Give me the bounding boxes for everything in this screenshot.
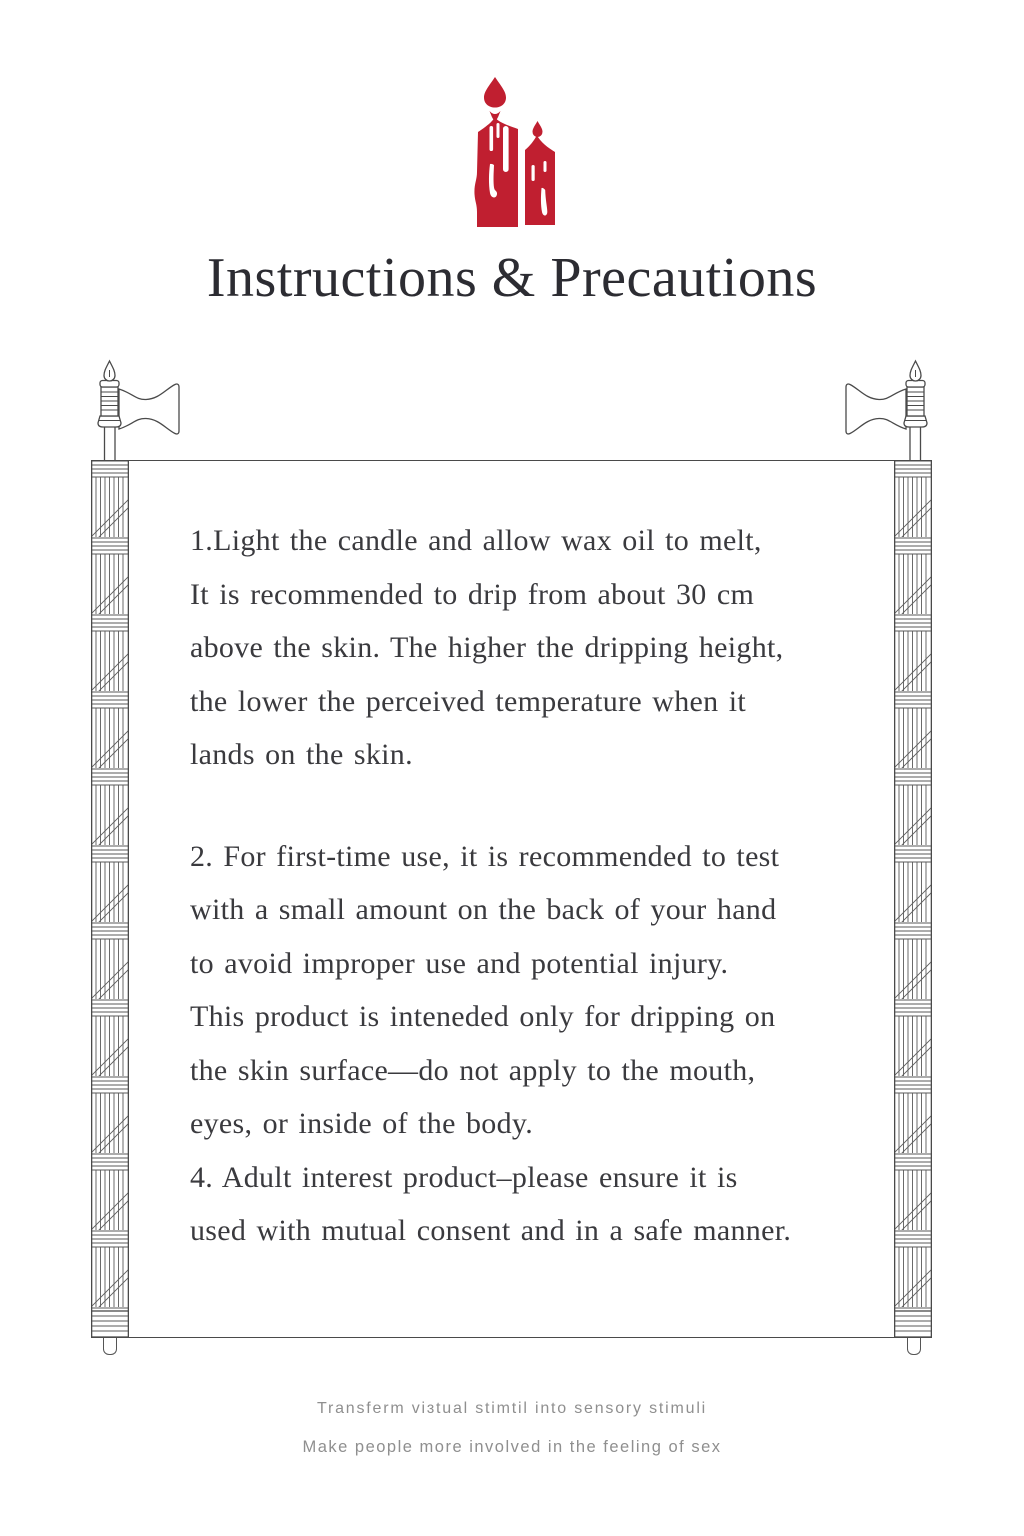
- column-foot-peg: [103, 1338, 117, 1355]
- instruction-line: above the skin. The higher the dripping height,: [190, 631, 784, 664]
- footer-tagline-1: Transferm viɜtual stimtil into sensory stimuli: [316, 1400, 708, 1417]
- woven-column-right: [894, 460, 932, 1338]
- woven-column-left: [91, 460, 129, 1338]
- horn-torch-finial-icon: [840, 356, 940, 462]
- instruction-line: lands on the skin.: [190, 738, 413, 771]
- instruction-line: 4. Adult interest product–please ensure it is: [190, 1160, 738, 1194]
- instructions-text: [190, 514, 890, 1258]
- horn-torch-finial-icon: [85, 356, 185, 462]
- instruction-line: with a small amount on the back of your hand: [190, 893, 777, 926]
- instruction-line: 1.Light the candle and allow wax oil to melt,: [190, 524, 762, 557]
- instruction-line: used with mutual consent and in a safe manner.: [190, 1214, 792, 1247]
- footer-tagline-2: Make people more involved in the feeling of sex: [302, 1438, 722, 1456]
- dripping-candles-icon: [470, 72, 560, 232]
- instruction-line: eyes, or inside of the body.: [190, 1107, 534, 1140]
- instruction-line: It is recommended to drip from about 30 cm: [190, 577, 755, 611]
- paragraph-gap: [190, 782, 890, 830]
- instruction-line: to avoid improper use and potential injury.: [190, 946, 729, 980]
- instruction-line: the lower the perceived temperature when it: [190, 684, 746, 718]
- column-foot-peg: [907, 1338, 921, 1355]
- instruction-line: the skin surface—do not apply to the mouth,: [190, 1053, 756, 1087]
- page-title: Instructions & Precautions: [206, 247, 818, 309]
- instruction-line: 2. For first-time use, it is recommended to test: [190, 839, 780, 873]
- instruction-line: This product is inteneded only for dripping on: [190, 1000, 776, 1033]
